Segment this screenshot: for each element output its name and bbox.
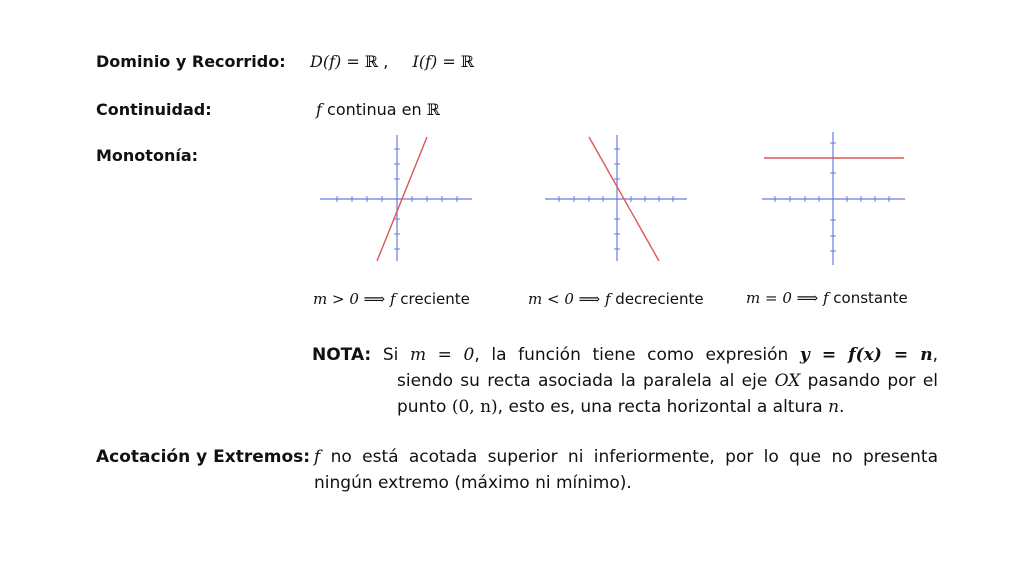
graph-axes	[762, 132, 905, 265]
note-expression: y = f(x) = n	[799, 345, 933, 365]
bounds-text: no está acotada superior ni inferiormente, por lo que no presenta	[330, 447, 938, 467]
note-line-2	[397, 371, 938, 391]
domain-eq: =	[346, 52, 360, 71]
caption-condition: m > 0	[313, 290, 359, 308]
caption-condition: m = 0	[746, 289, 792, 307]
domain-reals: ℝ	[364, 52, 379, 71]
domain-formula	[310, 52, 474, 71]
note-height: n	[828, 397, 840, 417]
caption-increasing	[313, 290, 470, 308]
note-line-3	[397, 397, 844, 417]
note-text: pasando por el	[807, 371, 939, 391]
bounds-line-1	[314, 447, 938, 467]
continuity-words: continua en	[327, 100, 422, 119]
range-eq: =	[442, 52, 456, 71]
caption-word: decreciente	[615, 290, 704, 308]
continuity-label: Continuidad:	[96, 100, 212, 119]
note-text: , la función tiene como expresión	[474, 345, 789, 365]
note-period: .	[839, 397, 845, 417]
bounds-label: Acotación y Extremos:	[96, 447, 311, 467]
note-line-1	[312, 345, 938, 365]
caption-word: constante	[833, 289, 908, 307]
domain-expr: D(f)	[310, 52, 342, 71]
continuity-text	[316, 100, 440, 119]
domain-label: Dominio y Recorrido:	[96, 52, 286, 71]
caption-f: f	[389, 290, 396, 308]
continuity-f: f	[316, 100, 322, 119]
graph-increasing	[320, 133, 475, 263]
caption-constant	[746, 289, 908, 307]
graph-axes	[320, 135, 472, 261]
note-si: Si	[382, 345, 399, 365]
note-comma: ,	[932, 345, 939, 365]
caption-word: creciente	[400, 290, 470, 308]
graph-constant	[762, 130, 907, 267]
bounds-line-2: ningún extremo (máximo ni mínimo).	[314, 473, 632, 493]
caption-f: f	[822, 289, 829, 307]
range-reals: ℝ	[460, 52, 475, 71]
note-label: NOTA:	[312, 345, 372, 365]
caption-condition: m < 0	[528, 290, 574, 308]
continuity-reals: ℝ	[426, 100, 441, 119]
note-text: , esto es, una recta horizontal a altura	[497, 397, 823, 417]
caption-implies: ⟹	[363, 290, 386, 308]
domain-separator: ,	[383, 52, 389, 71]
graph-decreasing	[545, 133, 690, 263]
note-point: (0, n)	[451, 397, 498, 417]
bounds-f: f	[314, 447, 321, 467]
caption-f: f	[604, 290, 611, 308]
caption-implies: ⟹	[796, 289, 819, 307]
note-text: punto	[397, 397, 447, 417]
monotony-label: Monotonía:	[96, 146, 199, 165]
graph-axes	[545, 135, 687, 261]
caption-decreasing	[528, 290, 704, 308]
caption-implies: ⟹	[578, 290, 601, 308]
note-axis: OX	[774, 371, 801, 391]
note-text: siendo su recta asociada la paralela al eje	[397, 371, 768, 391]
note-condition: m = 0	[409, 345, 475, 365]
range-expr: I(f)	[412, 52, 438, 71]
graph-ticks	[775, 143, 889, 251]
